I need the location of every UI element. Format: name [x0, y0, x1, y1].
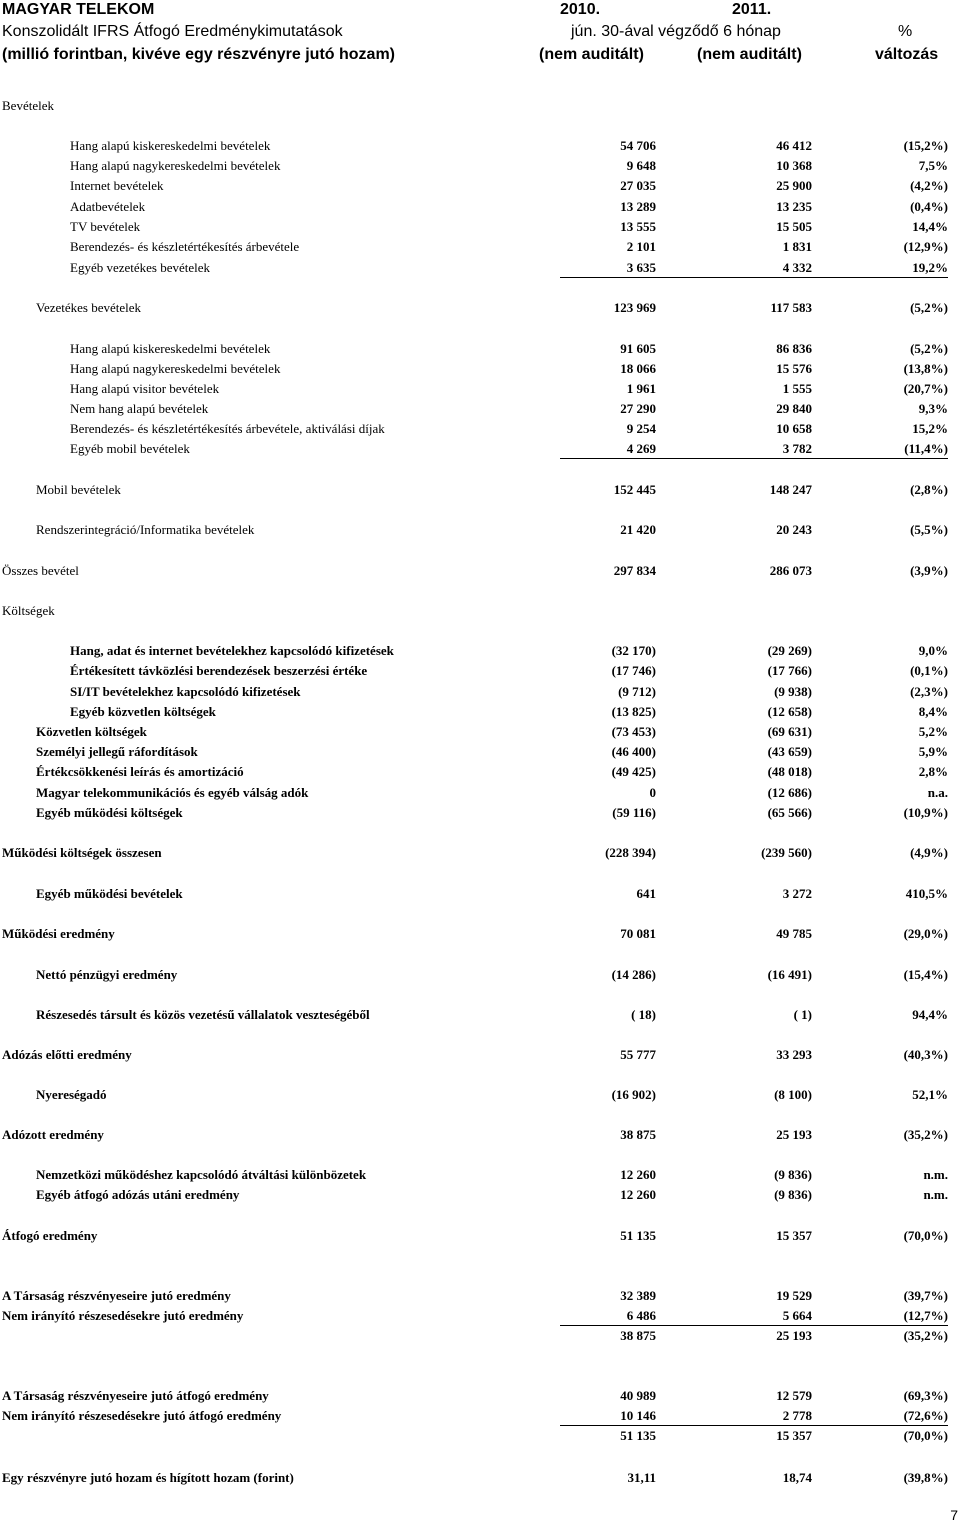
- value-change: (20,7%): [903, 381, 948, 396]
- value-2011: 29 840: [776, 401, 812, 416]
- row-label: Hang alapú visitor bevételek: [70, 381, 220, 396]
- value-2010: 91 605: [620, 341, 656, 356]
- row-label: Egyéb átfogó adózás utáni eredmény: [36, 1187, 240, 1202]
- year-2011: 2011.: [732, 1, 772, 18]
- value-change: (10,9%): [903, 805, 948, 820]
- row-label: Mobil bevételek: [36, 482, 121, 497]
- row-label: Magyar telekommunikációs és egyéb válság adók: [36, 785, 309, 800]
- value-2011: 19 529: [776, 1288, 812, 1303]
- row-label: Adózás előtti eredmény: [2, 1047, 132, 1062]
- row-label: Hang alapú kiskereskedelmi bevételek: [70, 138, 271, 153]
- value-change: 9,3%: [918, 401, 948, 416]
- value-2011: 12 579: [776, 1388, 812, 1403]
- row-label: Értékesített távközlési berendezések beszerzési értéke: [70, 663, 368, 678]
- table-row: [0, 298, 960, 318]
- value-change: (39,8%): [903, 1470, 948, 1485]
- value-change: (12,9%): [903, 239, 948, 254]
- table-row: [0, 156, 960, 176]
- row-label: Összes bevétel: [2, 563, 79, 578]
- report-title: Konszolidált IFRS Átfogó Eredménykimutatások: [2, 23, 343, 40]
- value-2010: (14 286): [611, 967, 656, 982]
- value-2011: (69 631): [767, 724, 812, 739]
- value-change: (29,0%): [903, 926, 948, 941]
- value-change: 94,4%: [912, 1007, 948, 1022]
- value-2011: 25 193: [776, 1127, 812, 1142]
- row-label: Működési eredmény: [2, 926, 115, 941]
- table-row: [0, 217, 960, 237]
- table-row: [0, 1185, 960, 1205]
- value-change: 15,2%: [912, 421, 948, 436]
- table-row: [0, 601, 960, 621]
- value-2011: 46 412: [776, 138, 812, 153]
- value-2010: 38 875: [620, 1127, 656, 1142]
- value-2011: 25 193: [776, 1328, 812, 1343]
- table-row: [0, 359, 960, 379]
- table-row: [0, 379, 960, 399]
- percent-label: %: [898, 23, 913, 40]
- subtotal-rule: [560, 277, 948, 278]
- value-change: (5,2%): [910, 300, 948, 315]
- value-2011: 117 583: [770, 300, 812, 315]
- value-2011: 2 778: [782, 1408, 812, 1423]
- table-row: [0, 965, 960, 985]
- audit-label-2010: (nem auditált): [539, 46, 644, 63]
- table-row: [0, 1045, 960, 1065]
- value-change: (3,9%): [910, 563, 948, 578]
- table-row: [0, 641, 960, 661]
- value-2011: ( 1): [793, 1007, 812, 1022]
- value-change: 2,8%: [918, 764, 948, 779]
- table-row: [0, 682, 960, 702]
- row-label: Hang alapú nagykereskedelmi bevételek: [70, 158, 281, 173]
- value-2011: 15 357: [776, 1228, 812, 1243]
- table-row: [0, 237, 960, 257]
- row-label: Közvetlen költségek: [36, 724, 147, 739]
- value-2010: 9 648: [626, 158, 656, 173]
- table-row: [0, 1468, 960, 1488]
- value-2011: 4 332: [782, 260, 812, 275]
- value-change: 8,4%: [918, 704, 948, 719]
- value-change: (13,8%): [903, 361, 948, 376]
- table-row: [0, 1226, 960, 1246]
- value-2011: 1 831: [782, 239, 812, 254]
- row-label: Hang alapú kiskereskedelmi bevételek: [70, 341, 271, 356]
- value-2010: 21 420: [620, 522, 656, 537]
- value-2011: (17 766): [767, 663, 812, 678]
- table-row: [0, 339, 960, 359]
- row-label: Egyéb közvetlen költségek: [70, 704, 216, 719]
- value-2010: 40 989: [620, 1388, 656, 1403]
- value-change: 19,2%: [912, 260, 948, 275]
- table-row: [0, 661, 960, 681]
- row-label: Nem hang alapú bevételek: [70, 401, 209, 416]
- row-label: Értékcsökkenési leírás és amortizáció: [36, 764, 244, 779]
- row-label: Átfogó eredmény: [2, 1228, 98, 1243]
- value-change: 410,5%: [905, 886, 948, 901]
- value-2011: (29 269): [767, 643, 812, 658]
- table-row: [0, 439, 960, 459]
- value-2011: 33 293: [776, 1047, 812, 1062]
- value-change: 5,9%: [918, 744, 948, 759]
- value-2010: 297 834: [613, 563, 656, 578]
- row-label: Bevételek: [2, 98, 54, 113]
- table-row: [0, 1085, 960, 1105]
- value-2011: 10 658: [776, 421, 812, 436]
- value-2011: 3 272: [782, 886, 812, 901]
- table-row: [0, 136, 960, 156]
- table-row: [0, 1306, 960, 1326]
- value-2011: 25 900: [776, 178, 812, 193]
- row-label: Berendezés- és készletértékesítés árbevétele, aktiválási díjak: [70, 421, 385, 436]
- value-2011: (9 938): [774, 684, 812, 699]
- value-change: 9,0%: [918, 643, 948, 658]
- value-change: (15,4%): [903, 967, 948, 982]
- value-2010: 6 486: [626, 1308, 656, 1323]
- table-row: [0, 803, 960, 823]
- value-2010: 54 706: [620, 138, 656, 153]
- value-change: n.a.: [927, 785, 948, 800]
- table-row: [0, 1386, 960, 1406]
- row-label: Működési költségek összesen: [2, 845, 162, 860]
- row-label: Egy részvényre jutó hozam és hígított hozam (forint): [2, 1470, 294, 1485]
- value-change: (4,9%): [910, 845, 948, 860]
- value-2010: 51 135: [620, 1428, 656, 1443]
- value-2010: 18 066: [620, 361, 656, 376]
- value-2011: 5 664: [782, 1308, 812, 1323]
- value-2011: 3 782: [782, 441, 812, 456]
- value-change: 7,5%: [918, 158, 948, 173]
- value-2010: 0: [649, 785, 656, 800]
- value-2010: 1 961: [626, 381, 656, 396]
- value-2010: (9 712): [618, 684, 656, 699]
- value-2010: (73 453): [611, 724, 656, 739]
- row-label: Egyéb mobil bevételek: [70, 441, 190, 456]
- value-2010: 641: [636, 886, 656, 901]
- value-change: 14,4%: [912, 219, 948, 234]
- value-2010: 4 269: [626, 441, 656, 456]
- value-2010: (16 902): [611, 1087, 656, 1102]
- table-row: [0, 702, 960, 722]
- value-2010: (13 825): [611, 704, 656, 719]
- value-change: (4,2%): [910, 178, 948, 193]
- value-change: (2,8%): [910, 482, 948, 497]
- row-label: Rendszerintegráció/Informatika bevételek: [36, 522, 255, 537]
- value-2010: 32 389: [620, 1288, 656, 1303]
- value-2010: (228 394): [605, 845, 656, 860]
- value-change: 5,2%: [918, 724, 948, 739]
- value-change: (35,2%): [903, 1328, 948, 1343]
- value-2011: 13 235: [776, 199, 812, 214]
- value-2011: (16 491): [767, 967, 812, 982]
- row-label: Nettó pénzügyi eredmény: [36, 967, 178, 982]
- page-number: 7: [950, 1507, 958, 1523]
- value-2011: 86 836: [776, 341, 812, 356]
- value-change: n.m.: [923, 1187, 948, 1202]
- table-row: [0, 1125, 960, 1145]
- value-2010: ( 18): [631, 1007, 656, 1022]
- row-label: A Társaság részvényeseire jutó átfogó eredmény: [2, 1388, 269, 1403]
- table-row: [0, 843, 960, 863]
- value-change: (39,7%): [903, 1288, 948, 1303]
- value-2010: 27 290: [620, 401, 656, 416]
- value-change: (70,0%): [903, 1428, 948, 1443]
- table-row: [0, 1165, 960, 1185]
- row-label: Költségek: [2, 603, 55, 618]
- value-change: (0,1%): [910, 663, 948, 678]
- value-2010: 12 260: [620, 1187, 656, 1202]
- value-change: (5,2%): [910, 341, 948, 356]
- unit-note: (millió forintban, kivéve egy részvényre jutó hozam): [2, 46, 395, 63]
- row-label: Egyéb működési bevételek: [36, 886, 183, 901]
- company-name: MAGYAR TELEKOM: [2, 1, 155, 18]
- table-row: [0, 96, 960, 116]
- table-row: [0, 197, 960, 217]
- value-change: (69,3%): [903, 1388, 948, 1403]
- value-2010: (59 116): [612, 805, 656, 820]
- value-2011: (43 659): [767, 744, 812, 759]
- value-change: (15,2%): [903, 138, 948, 153]
- table-row: [0, 1005, 960, 1025]
- row-label: Adózott eredmény: [2, 1127, 104, 1142]
- value-change: (0,4%): [910, 199, 948, 214]
- table-row: [0, 722, 960, 742]
- row-label: Adatbevételek: [70, 199, 146, 214]
- value-2011: (8 100): [774, 1087, 812, 1102]
- value-2011: 15 357: [776, 1428, 812, 1443]
- table-row: [0, 419, 960, 439]
- row-label: Nem irányító részesedésekre jutó átfogó eredmény: [2, 1408, 282, 1423]
- value-2010: 31,11: [627, 1470, 656, 1485]
- row-label: Internet bevételek: [70, 178, 164, 193]
- change-label: változás: [875, 46, 939, 63]
- value-2011: (65 566): [767, 805, 812, 820]
- row-label: TV bevételek: [70, 219, 141, 234]
- value-2011: 15 505: [776, 219, 812, 234]
- table-row: [0, 399, 960, 419]
- year-2010: 2010.: [560, 1, 601, 18]
- table-row: [0, 1286, 960, 1306]
- value-2011: (12 658): [767, 704, 812, 719]
- row-label: Nem irányító részesedésekre jutó eredmény: [2, 1308, 244, 1323]
- value-change: (70,0%): [903, 1228, 948, 1243]
- audit-label-2011: (nem auditált): [697, 46, 802, 63]
- table-row: [0, 762, 960, 782]
- value-2010: 3 635: [626, 260, 656, 275]
- value-change: (5,5%): [910, 522, 948, 537]
- value-2010: (46 400): [611, 744, 656, 759]
- value-2010: 12 260: [620, 1167, 656, 1182]
- value-2010: 10 146: [620, 1408, 656, 1423]
- value-2010: (17 746): [611, 663, 656, 678]
- value-2010: 38 875: [620, 1328, 656, 1343]
- value-change: (12,7%): [903, 1308, 948, 1323]
- value-2011: 15 576: [776, 361, 812, 376]
- row-label: Részesedés társult és közös vezetésű vállalatok veszteségéből: [36, 1007, 370, 1022]
- row-label: Személyi jellegű ráfordítások: [36, 744, 198, 759]
- period-label: jún. 30-ával végződő 6 hónap: [571, 23, 781, 40]
- table-row: [0, 480, 960, 500]
- table-row: [0, 924, 960, 944]
- value-2011: (9 836): [774, 1187, 812, 1202]
- value-2010: 51 135: [620, 1228, 656, 1243]
- table-row: [0, 783, 960, 803]
- value-2010: 55 777: [620, 1047, 656, 1062]
- value-2010: 2 101: [626, 239, 656, 254]
- value-change: (2,3%): [910, 684, 948, 699]
- table-row: [0, 1406, 960, 1426]
- table-row: [0, 884, 960, 904]
- value-2010: 70 081: [620, 926, 656, 941]
- row-label: A Társaság részvényeseire jutó eredmény: [2, 1288, 231, 1303]
- value-2011: (12 686): [767, 785, 812, 800]
- value-2011: 49 785: [776, 926, 812, 941]
- table-row: [0, 742, 960, 762]
- value-change: (72,6%): [903, 1408, 948, 1423]
- row-label: Egyéb működési költségek: [36, 805, 183, 820]
- value-2011: 1 555: [782, 381, 812, 396]
- row-label: Egyéb vezetékes bevételek: [70, 260, 211, 275]
- value-change: (11,4%): [904, 441, 948, 456]
- table-row: [0, 520, 960, 540]
- table-row: [0, 1326, 960, 1346]
- value-2011: 148 247: [769, 482, 812, 497]
- value-change: n.m.: [923, 1167, 948, 1182]
- value-2011: (9 836): [774, 1167, 812, 1182]
- table-row: [0, 258, 960, 278]
- row-label: SI/IT bevételekhez kapcsolódó kifizetések: [70, 684, 301, 699]
- value-2011: (48 018): [767, 764, 812, 779]
- value-2011: 20 243: [776, 522, 812, 537]
- value-2010: (49 425): [611, 764, 656, 779]
- value-2010: (32 170): [611, 643, 656, 658]
- row-label: Nemzetközi működéshez kapcsolódó átváltási különbözetek: [36, 1167, 367, 1182]
- row-label: Hang alapú nagykereskedelmi bevételek: [70, 361, 281, 376]
- value-2010: 13 555: [620, 219, 656, 234]
- value-2010: 9 254: [626, 421, 656, 436]
- value-change: 52,1%: [912, 1087, 948, 1102]
- value-change: (40,3%): [903, 1047, 948, 1062]
- row-label: Nyereségadó: [36, 1087, 107, 1102]
- subtotal-rule: [560, 458, 948, 459]
- value-2010: 152 445: [613, 482, 656, 497]
- value-2011: (239 560): [761, 845, 812, 860]
- value-2011: 10 368: [776, 158, 812, 173]
- row-label: Vezetékes bevételek: [36, 300, 142, 315]
- row-label: Berendezés- és készletértékesítés árbevétele: [70, 239, 300, 254]
- row-label: Hang, adat és internet bevételekhez kapcsolódó kifizetések: [70, 643, 394, 658]
- value-2010: 123 969: [613, 300, 656, 315]
- table-row: [0, 1426, 960, 1446]
- table-row: [0, 176, 960, 196]
- value-2010: 27 035: [620, 178, 656, 193]
- value-2011: 18,74: [782, 1470, 812, 1485]
- table-row: [0, 561, 960, 581]
- value-change: (35,2%): [903, 1127, 948, 1142]
- value-2010: 13 289: [620, 199, 656, 214]
- value-2011: 286 073: [769, 563, 812, 578]
